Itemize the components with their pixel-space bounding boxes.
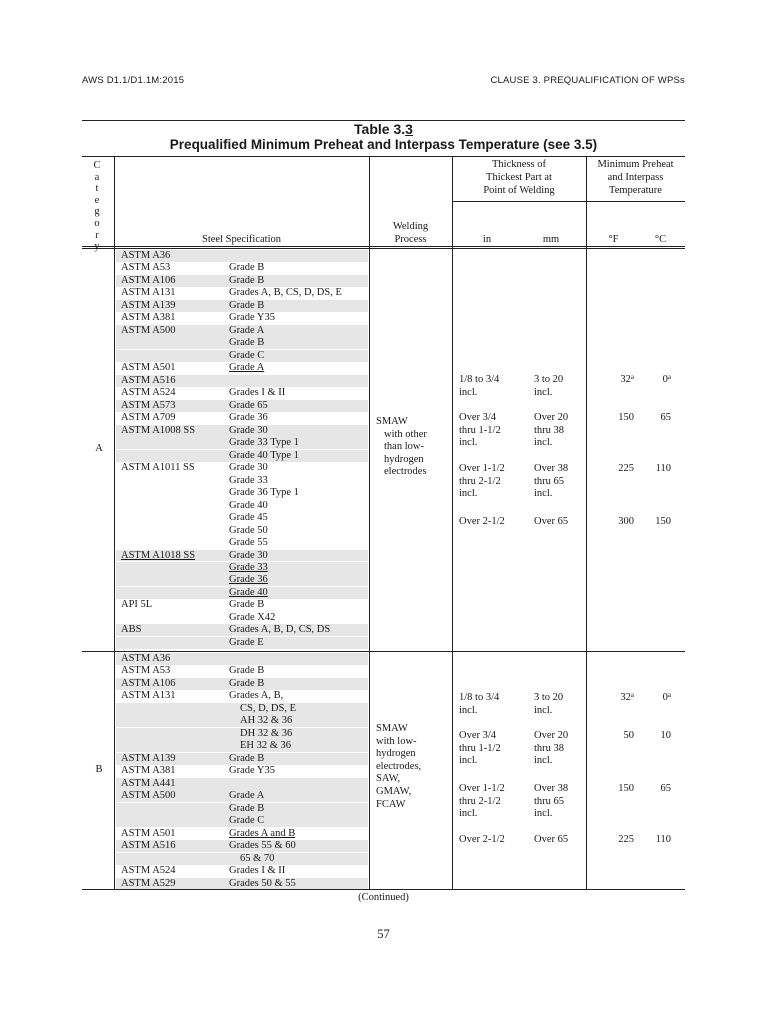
- thickness-mm: Over 20: [534, 730, 569, 741]
- steel-grade: Grade A: [229, 324, 265, 336]
- preheat-c: [636, 412, 671, 425]
- steel-grade: Grade 33 Type 1: [229, 437, 299, 449]
- thickness-in: Over 1-1/2: [459, 463, 505, 474]
- steel-grade: DH 32 & 36: [240, 727, 293, 739]
- steel-grade: AH 32 & 36: [240, 715, 293, 727]
- category-divider-rule: [82, 651, 685, 652]
- steel-grade: Grade C: [229, 349, 265, 361]
- preheat-header-line1: Minimum Preheat: [597, 159, 674, 170]
- table-label: [82, 121, 685, 137]
- preheat-c: [636, 834, 671, 847]
- category-header-letter: y: [94, 241, 100, 253]
- preheat-f-value: 225: [618, 834, 634, 845]
- welding-process-text: GMAW,: [376, 786, 412, 797]
- footnote-marker: a: [630, 373, 634, 381]
- preheat-c: [636, 463, 671, 476]
- steel-grade: Grade 65: [229, 399, 268, 411]
- steel-spec-name: ASTM A36: [121, 250, 171, 261]
- steel-spec-name: ABS: [121, 624, 142, 636]
- welding-process-text: FCAW: [376, 798, 406, 810]
- welding-process-text: electrodes: [384, 466, 427, 478]
- steel-spec-name: ASTM A441: [121, 777, 176, 789]
- thickness-in: incl.: [459, 704, 478, 716]
- steel-spec-name: API 5L: [121, 599, 153, 611]
- preheat-f-value: 150: [618, 412, 634, 423]
- page-number: 57: [377, 927, 390, 941]
- welding-process-text: hydrogen: [384, 453, 424, 465]
- steel-spec-name: ASTM A131: [121, 287, 176, 299]
- thickness-mm: incl.: [534, 488, 553, 500]
- unit-f-header: °F: [608, 234, 619, 245]
- steel-spec-name: ASTM A1008 SS: [121, 424, 196, 436]
- category-header-letter: o: [94, 217, 100, 229]
- preheat-f: [586, 463, 634, 476]
- steel-spec-name: ASTM A1011 SS: [121, 462, 195, 474]
- thickness-in: incl.: [459, 755, 478, 767]
- thickness-in: Over 2-1/2: [459, 834, 505, 845]
- steel-grade: CS, D, DS, E: [240, 702, 297, 714]
- preheat-c-value: 65: [660, 412, 671, 423]
- thickness-mm: 3 to 20: [534, 374, 564, 385]
- steel-spec-name: ASTM A131: [121, 690, 176, 702]
- thickness-mm: thru 38: [534, 424, 565, 436]
- thickness-mm: Over 65: [534, 516, 569, 527]
- preheat-c-value: 0: [662, 692, 668, 703]
- category-header-letter: r: [95, 229, 99, 241]
- steel-spec-name: ASTM A106: [121, 274, 176, 286]
- steel-spec-name: ASTM A529: [121, 877, 176, 889]
- steel-spec-name: ASTM A524: [121, 865, 176, 877]
- steel-grade: Grade A: [229, 362, 265, 374]
- thickness-mm: Over 38: [534, 463, 569, 474]
- category-letter: B: [95, 764, 103, 775]
- steel-grade: Grade B: [229, 752, 265, 764]
- thickness-mm: thru 65: [534, 795, 565, 807]
- steel-grade: Grade A: [229, 790, 265, 802]
- steel-grade: Grade B: [229, 299, 265, 311]
- thickness-in-header: in: [482, 234, 492, 245]
- welding-process-text: SMAW: [376, 723, 408, 734]
- thickness-mm: incl.: [534, 808, 553, 820]
- steel-spec-name: ASTM A516: [121, 374, 176, 386]
- unit-c-header: °C: [654, 234, 667, 245]
- steel-spec-name: ASTM A381: [121, 312, 176, 324]
- thickness-in: 1/8 to 3/4: [459, 692, 500, 703]
- steel-grade: Grade 45: [229, 512, 268, 524]
- category-header: [84, 160, 110, 253]
- thickness-in: incl.: [459, 437, 478, 449]
- steel-spec-name: ASTM A501: [121, 362, 176, 374]
- thickness-mm: 3 to 20: [534, 692, 564, 703]
- thickness-mm: incl.: [534, 755, 553, 767]
- steel-grade: Grade B: [229, 802, 265, 814]
- category-header-letter: a: [94, 171, 100, 183]
- continued-note: (Continued): [358, 892, 409, 903]
- header-top-rule: [82, 156, 685, 157]
- steel-spec-name: ASTM A53: [121, 665, 171, 677]
- steel-grade: Grade E: [229, 636, 264, 648]
- steel-spec-name: ASTM A381: [121, 765, 176, 777]
- preheat-header-line2: and Interpass: [607, 172, 664, 183]
- thickness-mm: thru 65: [534, 475, 565, 487]
- thickness-mm-header: mm: [542, 234, 560, 245]
- steel-grade: Grade 50: [229, 524, 268, 536]
- welding-process-text: SMAW: [376, 416, 408, 427]
- thickness-in: thru 1-1/2: [459, 742, 501, 754]
- process-col-rule: [452, 156, 453, 889]
- preheat-f-value: 32: [620, 692, 631, 703]
- table-label-prefix: Table 3.: [354, 121, 406, 137]
- thickness-mm: incl.: [534, 704, 553, 716]
- footnote-marker: a: [630, 691, 634, 699]
- steel-grade: Grade B: [229, 677, 265, 689]
- thickness-mm: Over 65: [534, 834, 569, 845]
- footnote-marker: a: [667, 373, 671, 381]
- table-label-number: 3: [405, 121, 413, 137]
- steel-grade: Grade 36: [229, 574, 268, 586]
- welding-process-text: SAW,: [376, 773, 401, 785]
- steel-spec-name: ASTM A573: [121, 399, 176, 411]
- steel-grade: Grade B: [229, 262, 265, 274]
- steel-grade: Grades A, B, CS, D, DS, E: [229, 287, 342, 299]
- steel-grade: Grade 40: [229, 586, 268, 598]
- footnote-marker: a: [667, 691, 671, 699]
- running-header-right: CLAUSE 3. PREQUALIFICATION OF WPSs: [490, 75, 685, 86]
- welding-process-header-line2: Process: [394, 234, 427, 245]
- running-header-left: AWS D1.1/D1.1M:2015: [82, 75, 185, 86]
- steel-grade: Grade C: [229, 815, 265, 827]
- welding-process-header-line1: Welding: [392, 221, 429, 232]
- preheat-f: [586, 516, 634, 529]
- welding-process-text: with other: [384, 428, 427, 440]
- preheat-c: [636, 516, 671, 529]
- steel-spec-name: ASTM A139: [121, 299, 176, 311]
- preheat-c-value: 150: [655, 516, 671, 527]
- steel-grade: Grade 36 Type 1: [229, 487, 299, 499]
- header-bottom-rule-2: [82, 248, 685, 249]
- thickness-in: Over 3/4: [459, 412, 497, 423]
- category-header-letter: t: [95, 183, 99, 195]
- preheat-f-value: 300: [618, 516, 634, 527]
- preheat-f: [586, 783, 634, 796]
- category-header-letter: C: [93, 160, 101, 171]
- preheat-c: [636, 783, 671, 796]
- welding-process-text: electrodes,: [376, 760, 422, 772]
- thickness-mm: Over 38: [534, 783, 569, 794]
- category-header-letter: g: [94, 206, 100, 218]
- steel-grade: Grade 30: [229, 462, 268, 474]
- steel-spec-name: ASTM A106: [121, 677, 176, 689]
- category-header-letter: e: [94, 194, 100, 206]
- steel-grade: Grades A, B,: [229, 690, 284, 702]
- steel-spec-name: ASTM A53: [121, 262, 171, 274]
- preheat-c-value: 0: [662, 374, 668, 385]
- steel-grade: Grades A, B, D, CS, DS: [229, 624, 331, 636]
- steel-grade: Grade 40 Type 1: [229, 449, 299, 461]
- steel-spec-name: ASTM A524: [121, 387, 176, 399]
- preheat-f: [586, 834, 634, 847]
- thickness-in: incl.: [459, 488, 478, 500]
- welding-process-text: with low-: [376, 735, 417, 747]
- preheat-f: [586, 692, 634, 705]
- thickness-header-line1: Thickness of: [492, 159, 546, 170]
- steel-grade: Grades 55 & 60: [229, 840, 296, 852]
- steel-spec-header: Steel Specification: [201, 234, 282, 245]
- steel-grade: Grade 30: [229, 424, 268, 436]
- thickness-mm: thru 38: [534, 742, 565, 754]
- table-caption: Prequalified Minimum Preheat and Interpass Temperature (see 3.5): [169, 137, 598, 152]
- thickness-mm: incl.: [534, 437, 553, 449]
- steel-grade: Grade B: [229, 337, 265, 349]
- steel-grade: Grade B: [229, 599, 265, 611]
- steel-grade: Grade X42: [229, 611, 276, 623]
- steel-grade: 65 & 70: [240, 852, 275, 864]
- steel-spec-name: ASTM A500: [121, 790, 176, 802]
- preheat-c-value: 65: [660, 783, 671, 794]
- steel-grade: Grades I & II: [229, 387, 286, 399]
- steel-grade: Grade Y35: [229, 312, 275, 324]
- thickness-in: incl.: [459, 808, 478, 820]
- preheat-f: [586, 730, 634, 743]
- steel-grade: Grades 50 & 55: [229, 877, 296, 889]
- thickness-mm: Over 20: [534, 412, 569, 423]
- thickness-in: Over 1-1/2: [459, 783, 505, 794]
- preheat-c-value: 10: [660, 730, 671, 741]
- welding-process-text: than low-: [384, 441, 424, 453]
- welding-process-text: hydrogen: [376, 748, 416, 760]
- steel-spec-name: ASTM A1018 SS: [121, 549, 196, 561]
- steel-grade: Grades A and B: [229, 827, 296, 839]
- thickness-mm: incl.: [534, 386, 553, 398]
- steel-spec-name: ASTM A500: [121, 324, 176, 336]
- thickness-in: incl.: [459, 386, 478, 398]
- steel-spec-name: ASTM A501: [121, 827, 176, 839]
- category-letter: A: [95, 443, 103, 454]
- preheat-c: [636, 374, 671, 387]
- steel-spec-name: ASTM A516: [121, 840, 176, 852]
- preheat-c-value: 110: [655, 834, 671, 845]
- steel-spec-name: ASTM A139: [121, 752, 176, 764]
- steel-grade: Grade 33: [229, 562, 268, 573]
- preheat-header-line3: Temperature: [609, 185, 662, 196]
- steel-grade: Grade 55: [229, 537, 268, 549]
- thickness-header-line2: Thickest Part at: [486, 172, 552, 183]
- steel-grade: Grade Y35: [229, 765, 275, 777]
- preheat-f: [586, 374, 634, 387]
- thickness-header-line3: Point of Welding: [483, 185, 555, 196]
- thickness-in: thru 2-1/2: [459, 795, 501, 807]
- thickness-in: thru 1-1/2: [459, 424, 501, 436]
- steel-grade: Grade 30: [229, 549, 268, 561]
- thickness-in: Over 3/4: [459, 730, 497, 741]
- steel-grade: EH 32 & 36: [240, 740, 292, 752]
- category-col-rule: [114, 156, 115, 889]
- preheat-f-value: 32: [620, 374, 631, 385]
- steel-grade: Grade 40: [229, 499, 268, 511]
- spec-col-rule: [369, 156, 370, 889]
- steel-grade: Grade B: [229, 274, 265, 286]
- subheader-rule: [452, 201, 685, 202]
- preheat-f-value: 50: [623, 730, 634, 741]
- preheat-c: [636, 730, 671, 743]
- preheat-c: [636, 692, 671, 705]
- steel-spec-name: ASTM A709: [121, 412, 176, 424]
- steel-grade: Grades I & II: [229, 865, 286, 877]
- steel-grade: Grade 36: [229, 412, 268, 424]
- steel-spec-name: ASTM A36: [121, 653, 171, 664]
- steel-grade: Grade 33: [229, 474, 268, 486]
- steel-grade: Grade B: [229, 665, 265, 677]
- preheat-f: [586, 412, 634, 425]
- preheat-c-value: 110: [655, 463, 671, 474]
- thickness-in: 1/8 to 3/4: [459, 374, 500, 385]
- preheat-f-value: 225: [618, 463, 634, 474]
- thickness-in: Over 2-1/2: [459, 516, 505, 527]
- preheat-f-value: 150: [618, 783, 634, 794]
- thickness-in: thru 2-1/2: [459, 475, 501, 487]
